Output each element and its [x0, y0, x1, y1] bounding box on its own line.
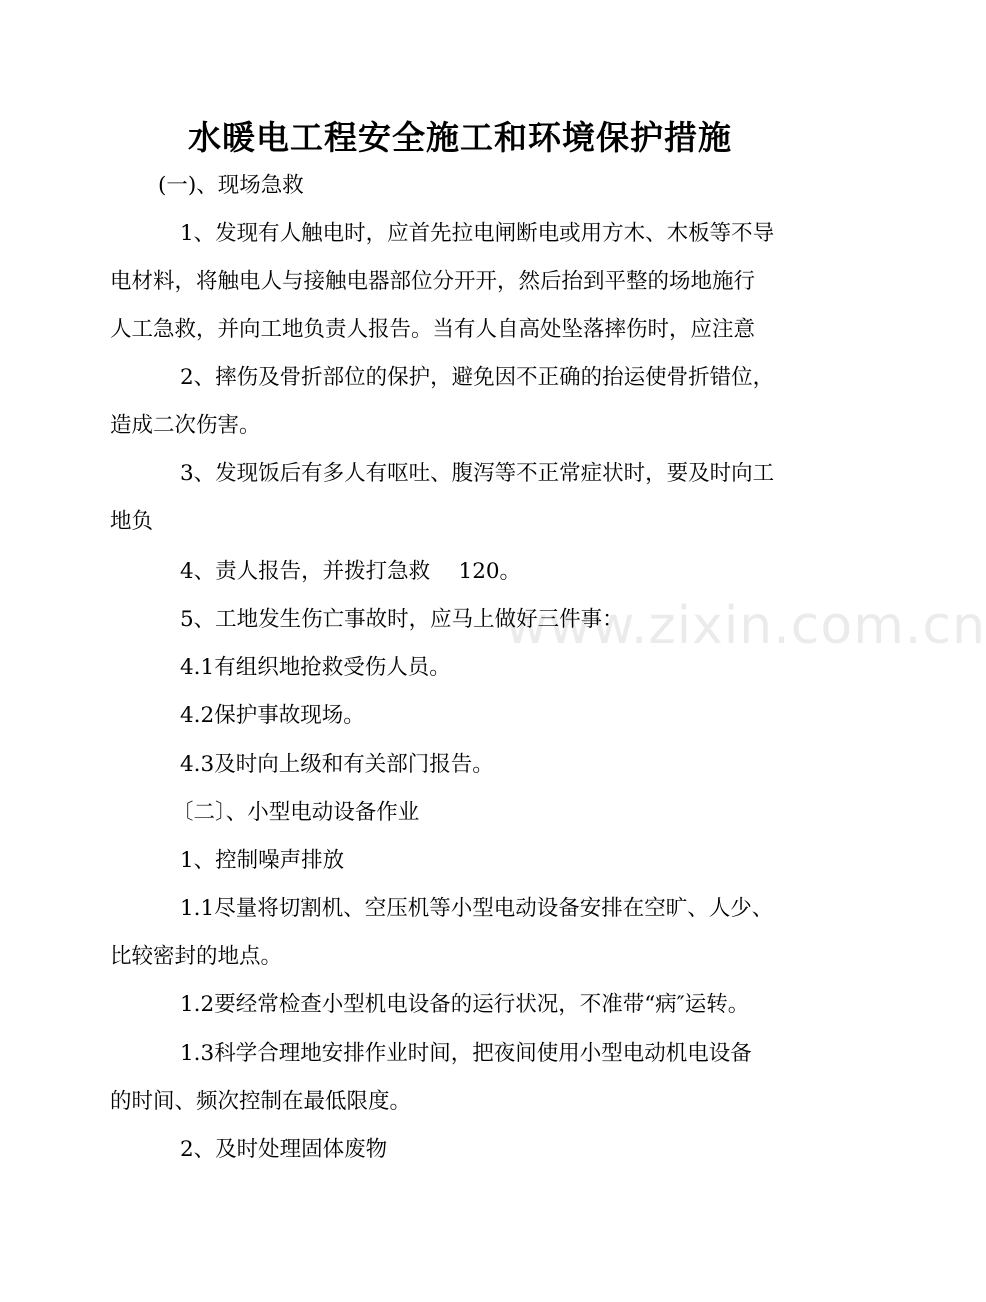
paragraph-line: 人工急救，并向工地负责人报告。当有人自高处坠落摔伤时，应注意	[110, 317, 756, 342]
document-title: 水暖电工程安全施工和环境保护措施	[188, 118, 732, 157]
paragraph-line: 1.3科学合理地安排作业时间，把夜间使用小型电动机电设备	[180, 1041, 752, 1066]
paragraph-line: 的时间、频次控制在最低限度。	[110, 1089, 412, 1114]
paragraph-line: 电材料，将触电人与接触电器部位分开开，然后抬到平整的场地施行	[110, 269, 756, 294]
paragraph-line: 4、责人报告，并拨打急救 120。	[180, 559, 522, 584]
paragraph-line: 4.1有组织地抢救受伤人员。	[180, 655, 451, 680]
paragraph-line: 2、摔伤及骨折部位的保护，避免因不正确的抬运使骨折错位，	[180, 365, 775, 390]
paragraph-line: 3、发现饭后有多人有呕吐、腹泻等不正常症状时，要及时向工	[180, 461, 775, 486]
paragraph-line: 2、及时处理固体废物	[180, 1137, 388, 1162]
paragraph-line: 造成二次伤害。	[110, 413, 261, 438]
paragraph-line: 5、工地发生伤亡事故时，应马上做好三件事：	[180, 607, 624, 632]
paragraph-line: 1.1尽量将切割机、空压机等小型电动设备安排在空旷、人少、	[180, 896, 774, 921]
section-heading-1: (一)、现场急救	[158, 173, 304, 198]
paragraph-line: 1、控制噪声排放	[180, 848, 345, 873]
watermark: www.zixin.com.cn	[505, 596, 986, 656]
paragraph-line: 1.2要经常检查小型机电设备的运行状况，不准带“病″运转。	[180, 992, 750, 1017]
paragraph-line: 1、发现有人触电时，应首先拉电闸断电或用方木、木板等不导	[180, 221, 775, 246]
paragraph-line: 地负	[110, 509, 154, 534]
paragraph-line: 4.3及时向上级和有关部门报告。	[180, 752, 494, 777]
paragraph-line: 比较密封的地点。	[110, 944, 283, 969]
paragraph-line: 4.2保护事故现场。	[180, 703, 365, 728]
section-heading-2: 〔二〕、小型电动设备作业	[172, 800, 420, 825]
